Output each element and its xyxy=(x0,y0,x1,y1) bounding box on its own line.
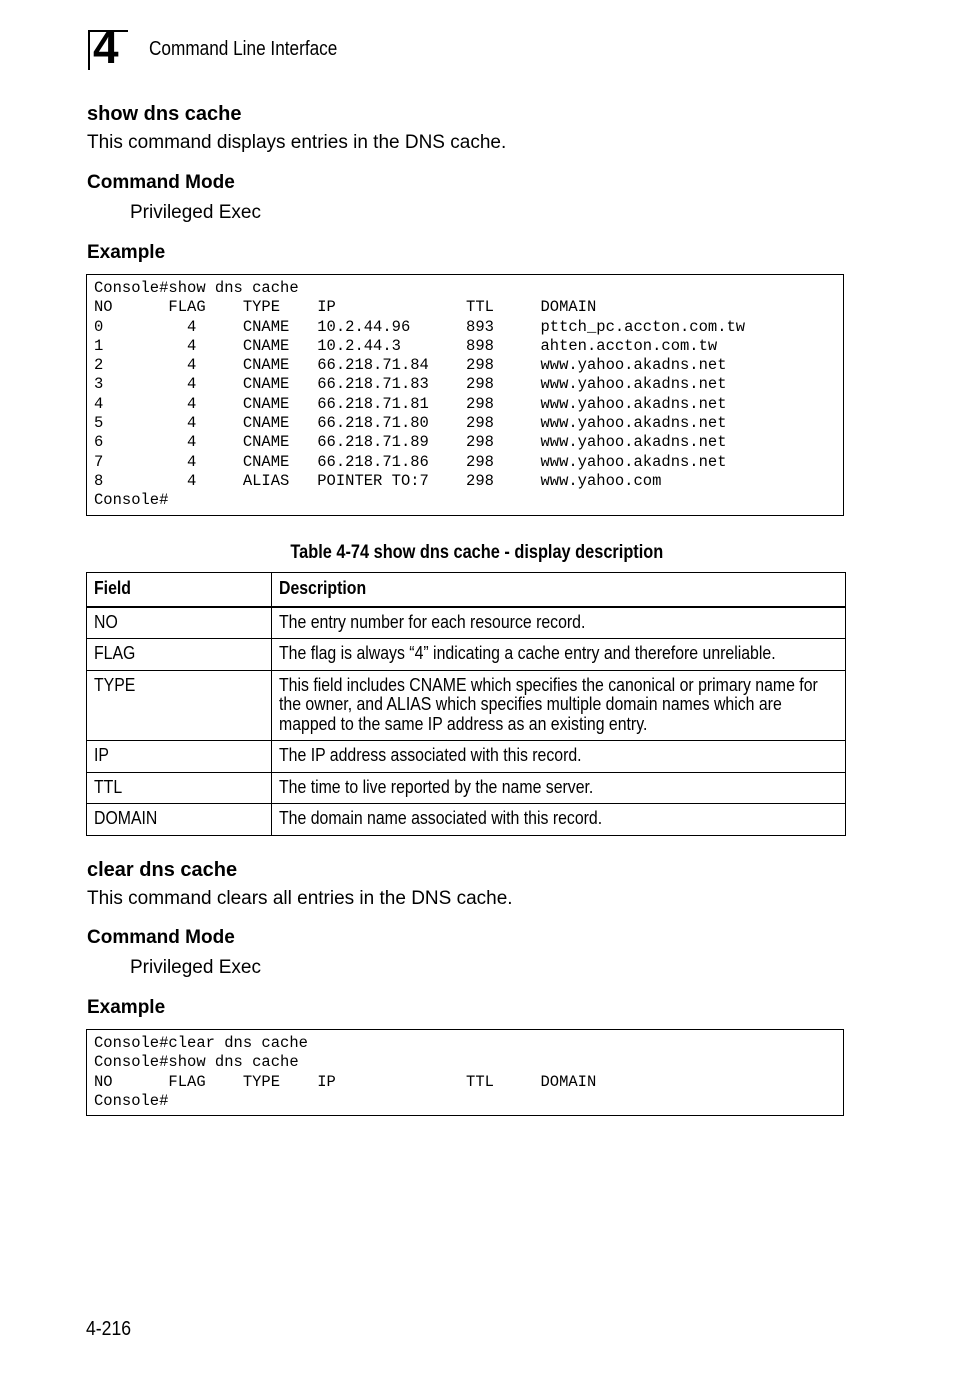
running-title: Command Line Interface xyxy=(149,38,338,60)
command-mode-value: Privileged Exec xyxy=(130,202,261,223)
code-example-show xyxy=(86,274,844,516)
code-line: NO FLAG TYPE IP TTL DOMAIN xyxy=(94,1072,597,1091)
page-number-text: 4-216 xyxy=(86,1318,132,1340)
code-line: 8 4 ALIAS POINTER TO:7 298 www.yahoo.com xyxy=(94,471,662,490)
example-heading: Example xyxy=(87,997,166,1018)
example-heading: Example xyxy=(87,242,166,263)
code-line: Console#show dns cache xyxy=(94,279,299,297)
description-cell: The flag is always “4” indicating a cache entry and therefore unreliable. xyxy=(272,639,846,671)
command-title-clear-dns-cache: clear dns cache xyxy=(87,859,238,881)
code-line: 6 4 CNAME 66.218.71.89 298 www.yahoo.akadns.net xyxy=(94,433,727,452)
command-title-show-dns-cache: show dns cache xyxy=(87,103,242,125)
field-cell: TYPE xyxy=(87,670,272,741)
field-cell: TTL xyxy=(87,772,272,804)
code-line: 1 4 CNAME 10.2.44.3 898 ahten.accton.com.tw xyxy=(94,336,718,355)
code-line: Console#show dns cache xyxy=(94,1053,299,1072)
table-row xyxy=(87,804,846,836)
description-cell: This field includes CNAME which specifies the canonical or primary name for the owner, and ALIAS which specifies multiple domain names which are mapped to the same IP address as an existing entry. xyxy=(272,670,846,741)
page-number xyxy=(86,1318,137,1341)
table-row xyxy=(87,670,846,741)
description-cell: The domain name associated with this record. xyxy=(272,804,846,836)
display-description-table xyxy=(86,572,846,836)
code-line: Console# xyxy=(94,491,169,510)
header-field: Field xyxy=(87,573,272,607)
code-line: 7 4 CNAME 66.218.71.86 298 www.yahoo.akadns.net xyxy=(94,452,727,471)
table-row xyxy=(87,741,846,773)
table-row xyxy=(87,772,846,804)
command-description: This command clears all entries in the DNS cache. xyxy=(87,888,513,909)
table-header-row xyxy=(87,573,846,607)
code-line: 4 4 CNAME 66.218.71.81 298 www.yahoo.akadns.net xyxy=(94,394,727,413)
code-line: Console# xyxy=(94,1091,169,1110)
chapter-number: 4 xyxy=(93,21,119,73)
code-example-clear xyxy=(86,1029,844,1116)
description-cell: The time to live reported by the name server. xyxy=(272,772,846,804)
code-line: 5 4 CNAME 66.218.71.80 298 www.yahoo.akadns.net xyxy=(94,414,727,433)
field-cell: IP xyxy=(87,741,272,773)
table-caption-text: Table 4-74 show dns cache - display description xyxy=(290,542,664,563)
field-cell: DOMAIN xyxy=(87,804,272,836)
command-mode-heading: Command Mode xyxy=(87,927,235,948)
description-cell: The entry number for each resource record. xyxy=(272,607,846,639)
code-line: 3 4 CNAME 66.218.71.83 298 www.yahoo.akadns.net xyxy=(94,375,727,394)
table-row xyxy=(87,607,846,639)
field-cell: FLAG xyxy=(87,639,272,671)
chapter-mark xyxy=(88,21,128,73)
code-line: NO FLAG TYPE IP TTL DOMAIN xyxy=(94,298,597,317)
command-mode-heading: Command Mode xyxy=(87,172,235,193)
code-line: 0 4 CNAME 10.2.44.96 893 pttch_pc.accton.com.tw xyxy=(94,317,746,336)
table-row xyxy=(87,639,846,671)
code-line: Console#clear dns cache xyxy=(94,1034,308,1052)
header-description: Description xyxy=(272,573,846,607)
table-caption xyxy=(0,542,954,564)
command-description: This command displays entries in the DNS cache. xyxy=(87,132,507,153)
field-cell: NO xyxy=(87,607,272,639)
command-mode-value: Privileged Exec xyxy=(130,957,261,978)
description-cell: The IP address associated with this record. xyxy=(272,741,846,773)
code-line: 2 4 CNAME 66.218.71.84 298 www.yahoo.akadns.net xyxy=(94,356,727,375)
